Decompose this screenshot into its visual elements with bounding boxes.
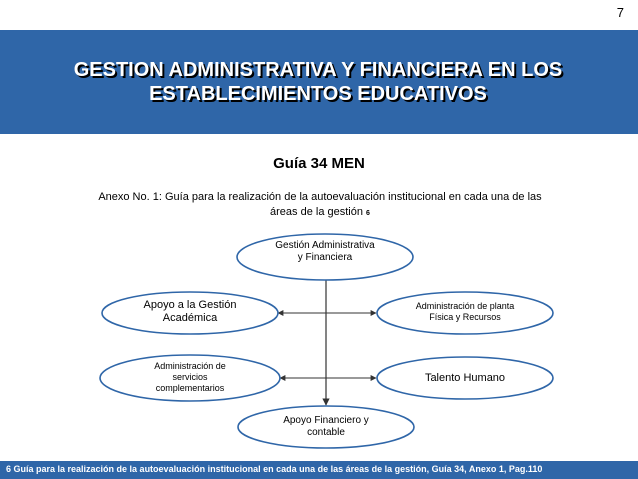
annex-line-1: Anexo No. 1: Guía para la realización de la autoevaluación institucional en cada una de las — [98, 191, 542, 203]
node-admin-planta: Administración de planta Física y Recursos — [415, 301, 515, 322]
subtitle: Guía 34 MEN — [273, 155, 365, 172]
footer-citation: 6 Guía para la realización de la autoevaluación institucional en cada una de las áreas de la gestión, Guía 34, Anexo 1, Pag.110 — [6, 464, 543, 474]
node-apoyo-academica: Apoyo a la Gestión Académica — [143, 299, 237, 324]
node-apoyo-financiero: Apoyo Financiero y contable — [283, 415, 369, 438]
slide-number: 7 — [616, 5, 624, 20]
node-talento-humano: Talento Humano — [424, 372, 506, 384]
title-line-1: GESTION ADMINISTRATIVA Y FINANCIERA EN LOS — [73, 59, 563, 81]
node-center: Gestión Administrativa y Financiera — [275, 240, 375, 263]
title-line-2: ESTABLECIMIENTOS EDUCATIVOS — [149, 83, 487, 105]
footer-band — [0, 461, 638, 479]
node-admin-servicios: Administración de servicios complementarios — [154, 361, 226, 393]
annex-line-2: áreas de la gestión — [270, 206, 363, 218]
footnote-ref: 6 — [366, 210, 370, 217]
